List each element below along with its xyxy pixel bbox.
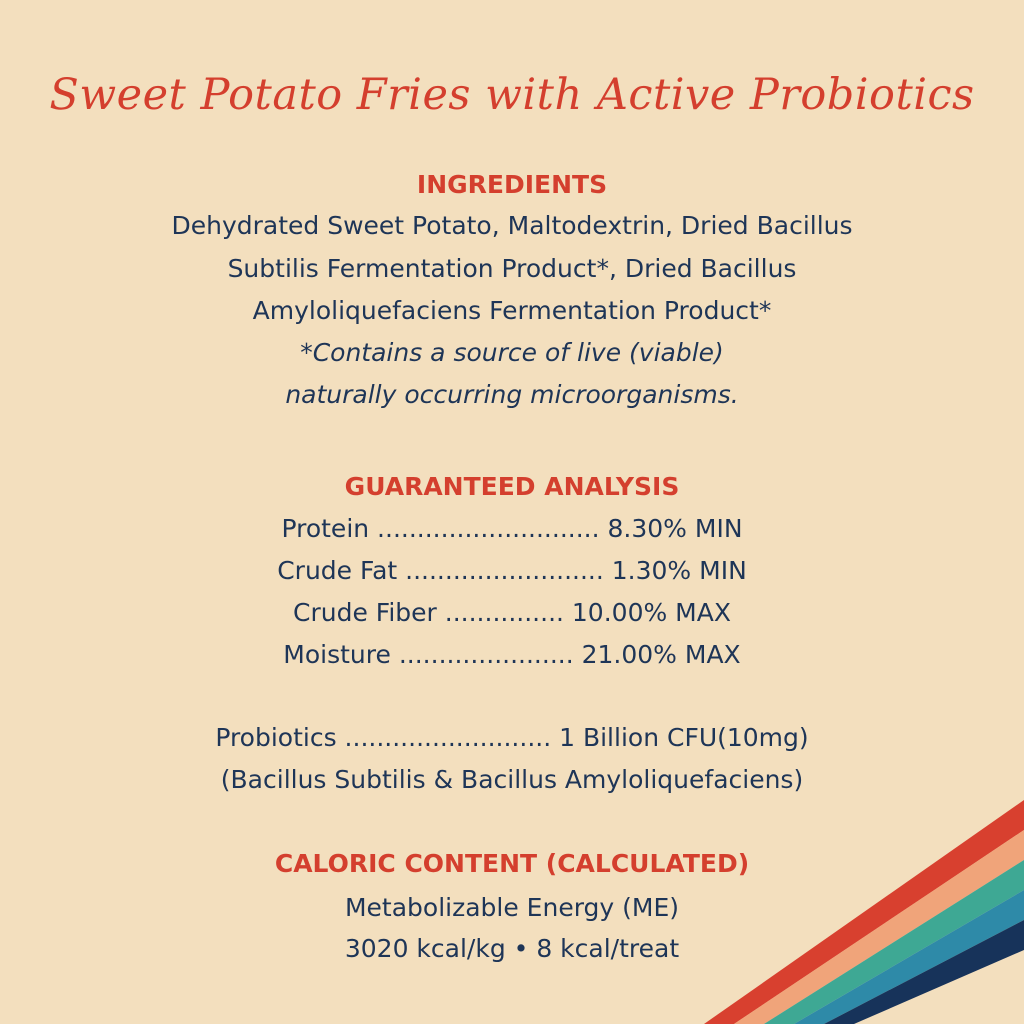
analysis-row-protein: Protein ............................ 8.30% MIN (281, 514, 743, 543)
analysis-row-crude-fiber: Crude Fiber ............... 10.00% MAX (293, 598, 731, 627)
caloric-values: 3020 kcal/kg • 8 kcal/treat (344, 934, 680, 963)
ingredients-heading: INGREDIENTS (416, 170, 608, 199)
ingredients-line-3: Amyloliquefaciens Fermentation Product* (252, 296, 772, 325)
ingredients-line-2: Subtilis Fermentation Product*, Dried Bacillus (227, 254, 797, 283)
ingredients-note-line-2: naturally occurring microorganisms. (285, 380, 739, 409)
caloric-heading: CALORIC CONTENT (CALCULATED) (274, 849, 750, 878)
ingredients-note-line-1: *Contains a source of live (viable) (300, 338, 724, 367)
probiotics-strains: (Bacillus Subtilis & Bacillus Amyloliquefaciens) (220, 765, 804, 794)
probiotics-row: Probiotics .......................... 1 Billion CFU(10mg) (215, 723, 809, 752)
analysis-row-moisture: Moisture ...................... 21.00% MAX (283, 640, 741, 669)
analysis-row-crude-fat: Crude Fat ......................... 1.30% MIN (277, 556, 747, 585)
product-title: Sweet Potato Fries with Active Probiotics (49, 70, 975, 120)
ingredients-line-1: Dehydrated Sweet Potato, Maltodextrin, Dried Bacillus (171, 211, 853, 240)
rainbow-stripes-decoration (694, 794, 1024, 1024)
analysis-heading: GUARANTEED ANALYSIS (344, 472, 680, 501)
caloric-energy-label: Metabolizable Energy (ME) (344, 893, 680, 922)
